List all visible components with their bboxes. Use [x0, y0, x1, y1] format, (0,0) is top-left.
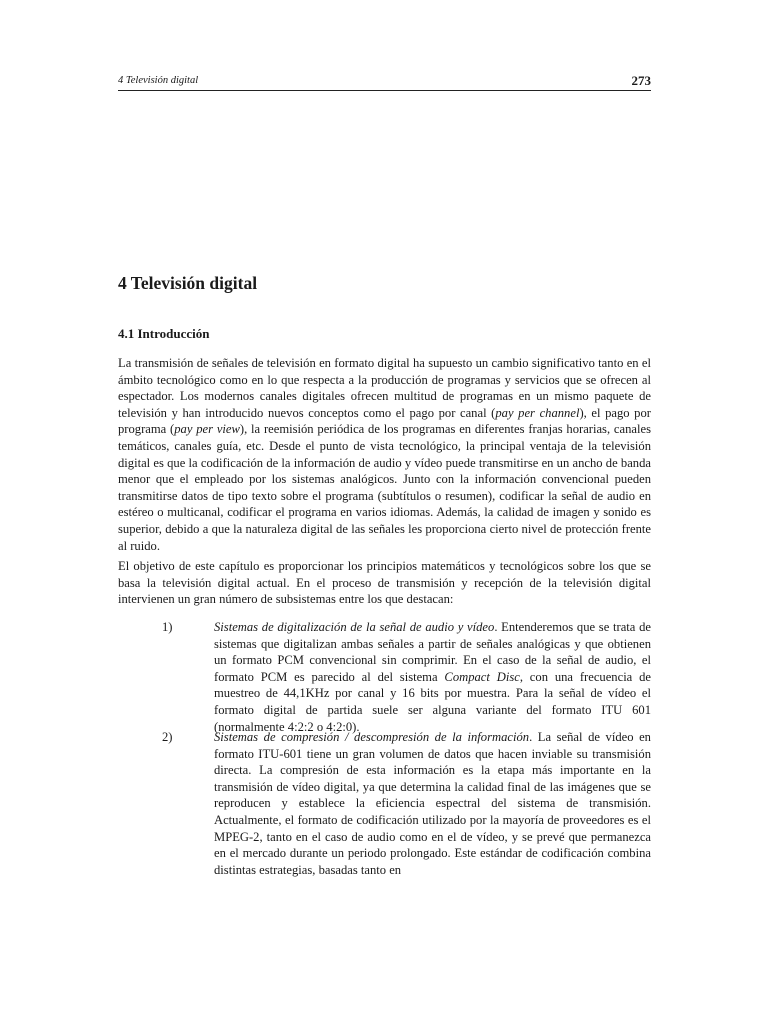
sentence: Desde el punto de vista tecnológico, la principal ventaja de la televisión digital es que la codificación de la información de audio y vídeo puede transmitirse en un ancho de banda menor que el empleado por los sistemas analógicos. — [118, 438, 651, 487]
sentence: Actualmente, el formato de codificación utilizado por la mayoría de proveedores es el MPEG-2, tanto en el caso de audio como en el de vídeo, y se prevé que permanezca en el mercado durante un periodo prolongado. — [214, 812, 651, 861]
document-page — [118, 0, 651, 1024]
introduction-paragraph — [118, 355, 651, 554]
list-item-title: Sistemas de digitalización de la señal de audio y vídeo — [214, 620, 495, 634]
italic-term: Compact Disc — [444, 669, 520, 684]
sentence: La transmisión de señales de televisión en formato digital ha supuesto un cambio significativo tanto en el ámbito tecnológico como en lo que respecta a la producción de programas y servicios que se ofrecen al espectador. — [118, 356, 651, 404]
sentence: Junto con la información convencional pueden transmitirse datos de tipo texto sobre el programa (subtítulos o resumen), codificar la señal de audio en estéreo o multicanal, codificar el programa en varios idiomas. — [118, 472, 652, 520]
sentence: Este estándar de codificación combina distintas estrategias, basadas tanto en — [214, 846, 651, 877]
sentence: En el caso de la señal de audio, el formato PCM es parecido al del sistema — [214, 653, 651, 684]
list-item-text — [214, 729, 651, 878]
list-item-number: 2) — [162, 730, 173, 744]
sentence: . La señal de vídeo en formato ITU-601 tiene un gran volumen de datos que hacen inviable su transmisión directa. — [214, 730, 651, 778]
sentence: Para la señal de vídeo el formato digital de partida suele ser alguna variante del formato ITU 601 (normalmente 4:2:2 o 4:2:0). — [214, 686, 651, 734]
sentence: Además, la calidad de imagen y sonido es superior, debido a que la naturaleza digital de las señales les proporciona cierto nivel de protección frente al ruido. — [118, 505, 651, 553]
sentence-fragment: , con una frecuencia de muestreo de 44,1KHz por canal y 16 bits por muestra. — [214, 669, 651, 701]
sentence-fragment: ), la reemisión periódica de los programas en diferentes franjas horarias, canales temáticos, canales guía, etc. — [118, 422, 651, 453]
running-title: 4 Televisión digital — [118, 75, 199, 86]
list-item-number: 1) — [162, 620, 173, 634]
sentence: La compresión de esta información es la etapa más importante en la transmisión de vídeo digital, ya que determina la calidad final de las imágenes que se reproducen y establece la eficiencia espectral del sistema de transmisión. — [214, 763, 651, 811]
section-title: 4.1 Introducción — [118, 326, 210, 341]
list-item-text — [214, 619, 651, 735]
objective-paragraph — [118, 558, 651, 608]
italic-term: pay per channel — [495, 405, 580, 420]
italic-term: pay per view — [174, 422, 240, 437]
sentence: . Entenderemos que se trata de sistemas que digitalizan ambas señales a partir de señales analógicas y que obtienen un formato PCM convencional sin comprimir. — [214, 620, 651, 668]
chapter-title: 4 Televisión digital — [118, 273, 258, 293]
sentence-fragment: ), el pago por programa ( — [118, 405, 651, 437]
sentence: El objetivo de este capítulo es proporcionar los principios matemáticos y tecnológicos sobre los que se basa la televisión digital actual. — [118, 559, 651, 590]
running-header — [118, 72, 651, 91]
sentence: Los modernos canales digitales ofrecen multitud de programas en un mismo paquete de televisión y han introducido nuevos conceptos como el pago por canal ( — [118, 389, 651, 420]
list-item-title: Sistemas de compresión / descompresión de la información — [214, 730, 530, 744]
sentence: En el proceso de transmisión y recepción de la televisión digital intervienen un gran número de subsistemas entre los que destacan: — [118, 575, 651, 607]
page-number: 273 — [631, 73, 651, 88]
